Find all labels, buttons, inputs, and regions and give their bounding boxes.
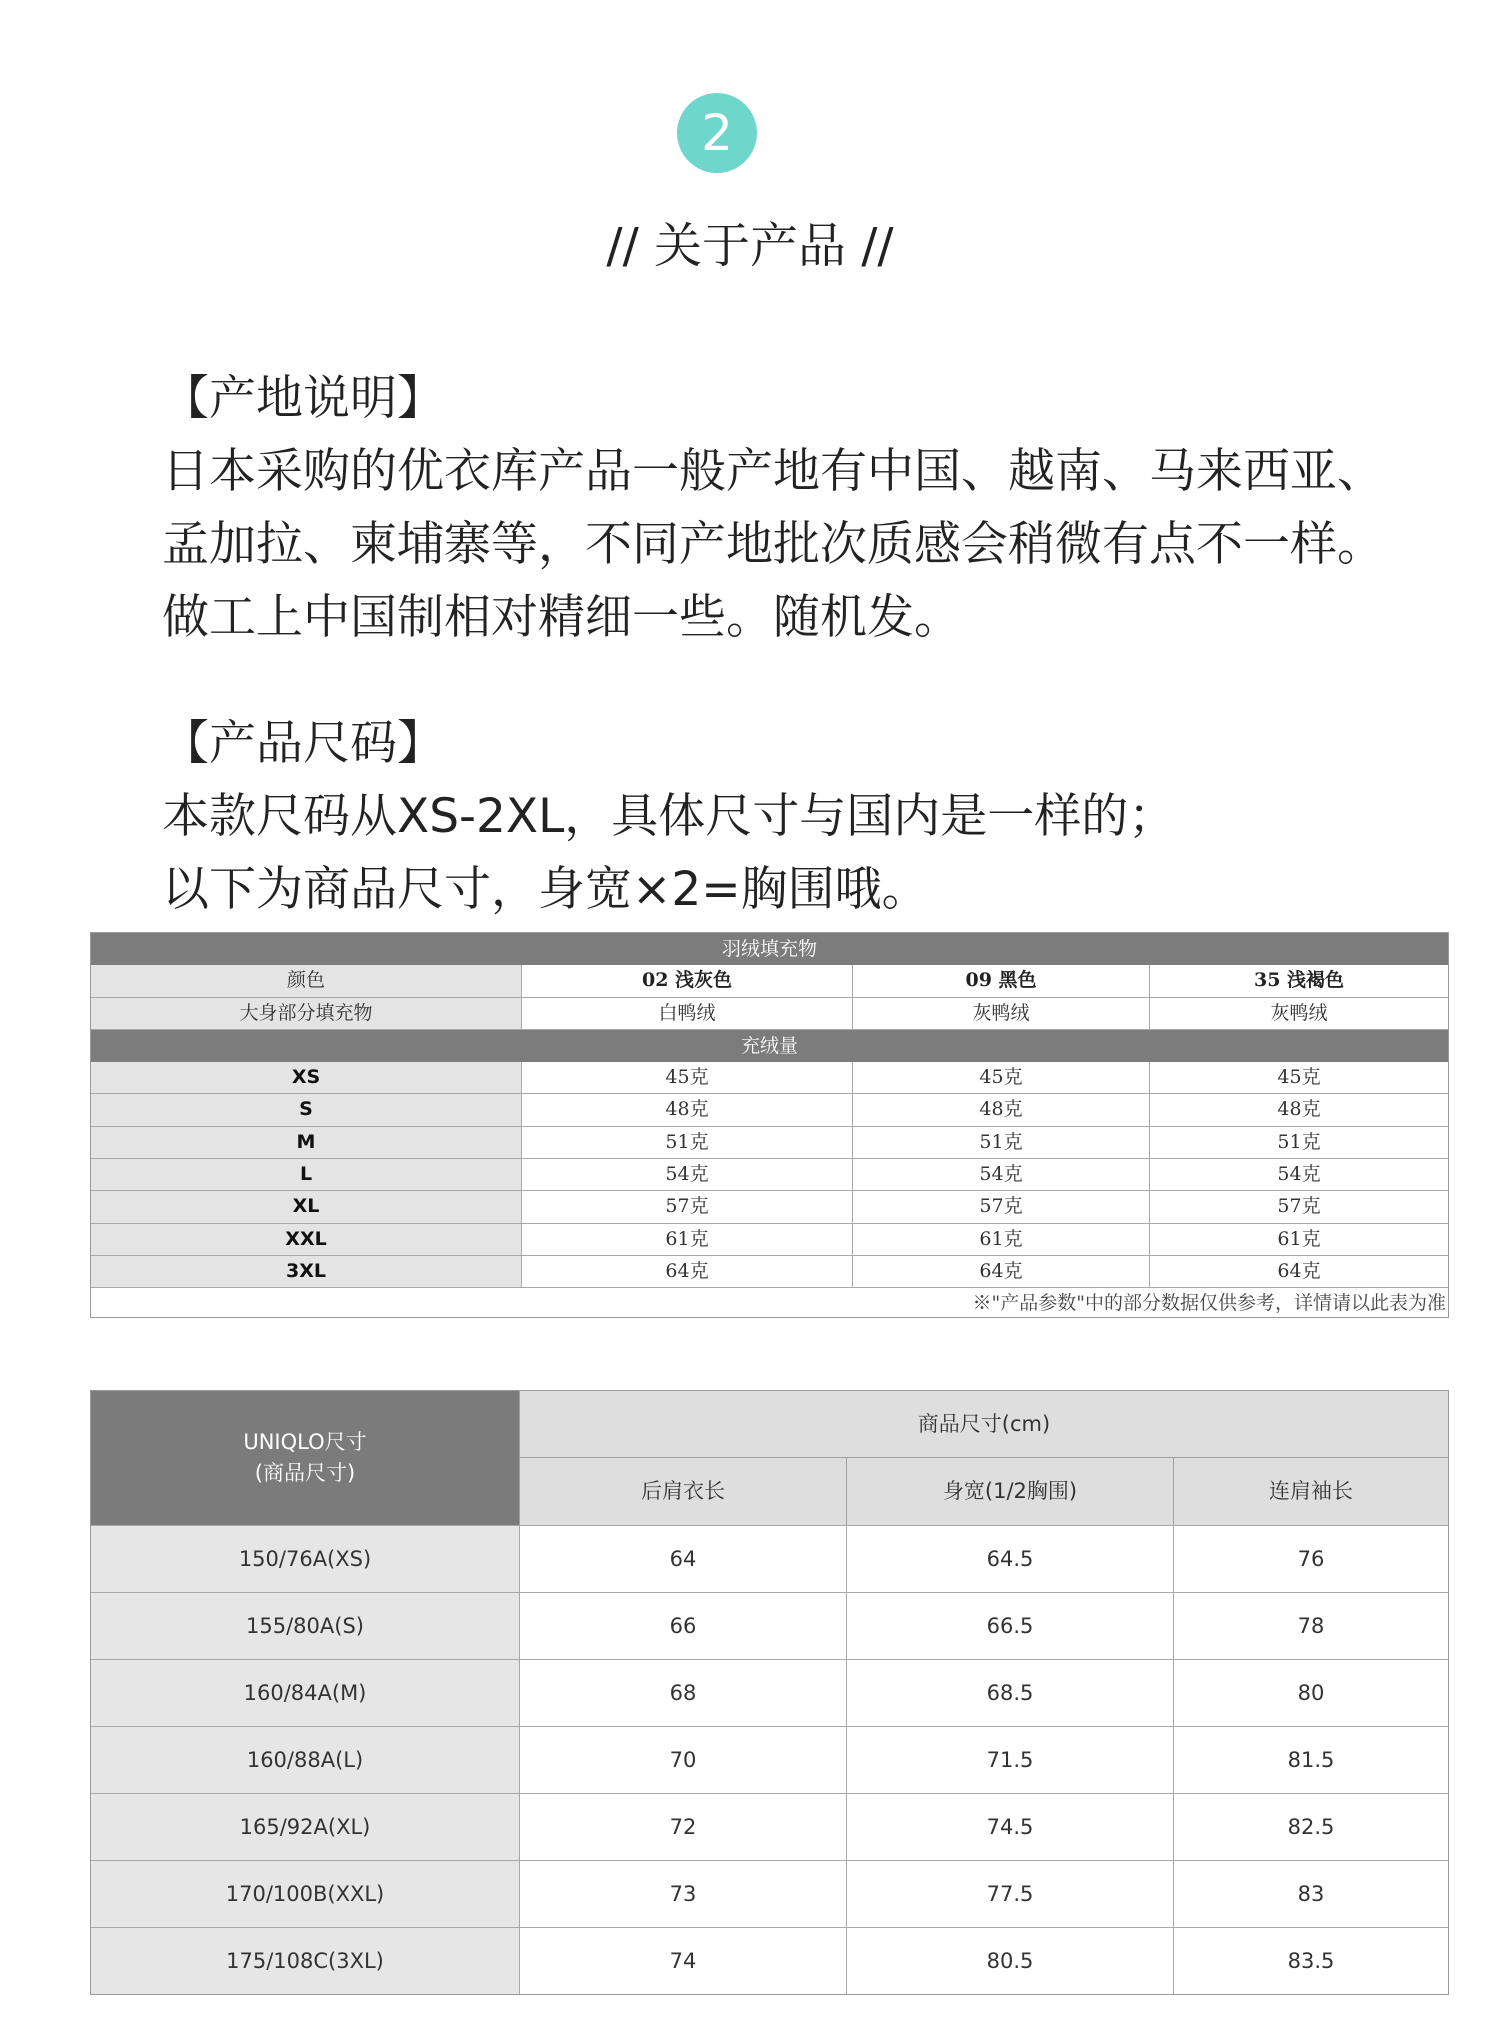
fill-amount: 45克 bbox=[522, 1062, 853, 1093]
size-label: XS bbox=[91, 1062, 522, 1093]
color-label: 颜色 bbox=[91, 965, 522, 996]
table-row bbox=[91, 1191, 1448, 1223]
size-label: 160/84A(M) bbox=[91, 1660, 519, 1726]
size-column-header bbox=[91, 1391, 519, 1525]
color-row bbox=[91, 965, 1448, 997]
measurement-value: 83.5 bbox=[1173, 1928, 1448, 1994]
fill-amount: 57克 bbox=[853, 1191, 1150, 1222]
size-table-body bbox=[91, 1525, 1448, 1994]
measurement-value: 68.5 bbox=[846, 1660, 1173, 1726]
table-row bbox=[91, 1094, 1448, 1126]
size-header-line: (商品尺寸) bbox=[254, 1461, 356, 1485]
size-label: 170/100B(XXL) bbox=[91, 1861, 519, 1927]
size-line: 本款尺码从XS-2XL，具体尺寸与国内是一样的； bbox=[162, 789, 1176, 844]
measurement-value: 66 bbox=[519, 1593, 846, 1659]
measurement-group-header: 商品尺寸(cm) bbox=[519, 1391, 1448, 1458]
fill-amount: 57克 bbox=[1277, 1195, 1321, 1218]
down-fill-table bbox=[90, 932, 1449, 1318]
measurement-value: 68 bbox=[519, 1660, 846, 1726]
size-label: XL bbox=[91, 1191, 522, 1222]
fill-amount: 64克 bbox=[522, 1256, 853, 1287]
measurement-value: 83 bbox=[1173, 1861, 1448, 1927]
size-label: S bbox=[91, 1094, 522, 1125]
section-title: // 关于产品 // bbox=[606, 218, 894, 274]
fill-label: 大身部分填充物 bbox=[91, 998, 522, 1029]
fill-amount-title: 充绒量 bbox=[91, 1030, 1448, 1062]
measurement-value: 64.5 bbox=[846, 1526, 1173, 1592]
measurement-value: 76 bbox=[1173, 1526, 1448, 1592]
measurement-value: 73 bbox=[519, 1861, 846, 1927]
size-label: XXL bbox=[91, 1224, 522, 1255]
measurement-value: 74 bbox=[519, 1928, 846, 1994]
table-row bbox=[91, 1062, 1448, 1094]
measurement-value: 71.5 bbox=[846, 1727, 1173, 1793]
size-label: M bbox=[91, 1127, 522, 1158]
origin-line: 孟加拉、柬埔寨等，不同产地批次质感会稍微有点不一样。 bbox=[162, 517, 1384, 572]
table-row bbox=[91, 1793, 1448, 1860]
size-label: 165/92A(XL) bbox=[91, 1794, 519, 1860]
table-row bbox=[91, 1659, 1448, 1726]
size-line: 以下为商品尺寸，身宽×2=胸围哦。 bbox=[162, 862, 929, 917]
fill-amount: 61克 bbox=[522, 1224, 853, 1255]
fill-material: 白鸭绒 bbox=[522, 998, 853, 1029]
fill-amount: 54克 bbox=[1277, 1163, 1321, 1186]
table-row bbox=[91, 1224, 1448, 1256]
fill-amount: 48克 bbox=[1277, 1098, 1321, 1121]
size-label: 3XL bbox=[91, 1256, 522, 1287]
fill-amount: 51克 bbox=[1277, 1130, 1321, 1153]
reference-note: ※"产品参数"中的部分数据仅供参考，详情请以此表为准 bbox=[972, 1292, 1446, 1314]
fill-amount: 57克 bbox=[522, 1191, 853, 1222]
table-row bbox=[91, 1256, 1448, 1288]
column-header: 后肩衣长 bbox=[519, 1458, 846, 1525]
fill-amount: 64克 bbox=[1277, 1259, 1321, 1282]
fill-amount: 45克 bbox=[1277, 1066, 1321, 1089]
measurement-value: 81.5 bbox=[1173, 1727, 1448, 1793]
fill-amount: 54克 bbox=[853, 1159, 1150, 1190]
fill-amount: 64克 bbox=[853, 1256, 1150, 1287]
table-row bbox=[91, 1592, 1448, 1659]
fill-amount: 45克 bbox=[853, 1062, 1150, 1093]
fill-amount: 48克 bbox=[853, 1094, 1150, 1125]
size-label: 160/88A(L) bbox=[91, 1727, 519, 1793]
measurement-value: 77.5 bbox=[846, 1861, 1173, 1927]
table-row bbox=[91, 1525, 1448, 1592]
fill-row bbox=[91, 998, 1448, 1030]
down-fill-title: 羽绒填充物 bbox=[91, 933, 1448, 965]
fill-amount: 51克 bbox=[853, 1127, 1150, 1158]
table-row bbox=[91, 1927, 1448, 1994]
origin-line: 做工上中国制相对精细一些。随机发。 bbox=[162, 590, 961, 645]
step-number-badge: 2 bbox=[677, 93, 757, 173]
origin-line: 日本采购的优衣库产品一般产地有中国、越南、马来西亚、 bbox=[162, 444, 1384, 499]
size-header-line: UNIQLO尺寸 bbox=[243, 1430, 367, 1454]
fill-amount: 48克 bbox=[522, 1094, 853, 1125]
table-row bbox=[91, 1159, 1448, 1191]
color-name: 35 浅褐色 bbox=[1253, 969, 1345, 992]
size-label: 175/108C(3XL) bbox=[91, 1928, 519, 1994]
size-heading: 【产品尺码】 bbox=[162, 716, 444, 771]
fill-material: 灰鸭绒 bbox=[1270, 1001, 1328, 1024]
measurement-value: 78 bbox=[1173, 1593, 1448, 1659]
table-row bbox=[91, 1127, 1448, 1159]
size-description bbox=[162, 707, 1175, 926]
measurement-value: 80.5 bbox=[846, 1928, 1173, 1994]
size-chart-table bbox=[90, 1390, 1449, 1995]
measurement-value: 80 bbox=[1173, 1660, 1448, 1726]
size-label: 155/80A(S) bbox=[91, 1593, 519, 1659]
measurement-headers bbox=[519, 1458, 1448, 1525]
color-name: 09 黑色 bbox=[853, 965, 1150, 996]
color-name: 02 浅灰色 bbox=[522, 965, 853, 996]
measurement-value: 66.5 bbox=[846, 1593, 1173, 1659]
origin-description bbox=[162, 362, 1384, 654]
fill-amount: 54克 bbox=[522, 1159, 853, 1190]
size-label: L bbox=[91, 1159, 522, 1190]
fill-amount: 61克 bbox=[853, 1224, 1150, 1255]
size-label: 150/76A(XS) bbox=[91, 1526, 519, 1592]
measurement-value: 72 bbox=[519, 1794, 846, 1860]
column-header: 连肩袖长 bbox=[1173, 1458, 1448, 1525]
measurement-value: 82.5 bbox=[1173, 1794, 1448, 1860]
measurement-value: 70 bbox=[519, 1727, 846, 1793]
table-row bbox=[91, 1726, 1448, 1793]
origin-heading: 【产地说明】 bbox=[162, 371, 444, 426]
column-header: 身宽(1/2胸围) bbox=[846, 1458, 1173, 1525]
measurement-value: 74.5 bbox=[846, 1794, 1173, 1860]
fill-material: 灰鸭绒 bbox=[853, 998, 1150, 1029]
fill-amount: 51克 bbox=[522, 1127, 853, 1158]
measurement-value: 64 bbox=[519, 1526, 846, 1592]
table-row bbox=[91, 1860, 1448, 1927]
fill-amount: 61克 bbox=[1277, 1227, 1321, 1250]
